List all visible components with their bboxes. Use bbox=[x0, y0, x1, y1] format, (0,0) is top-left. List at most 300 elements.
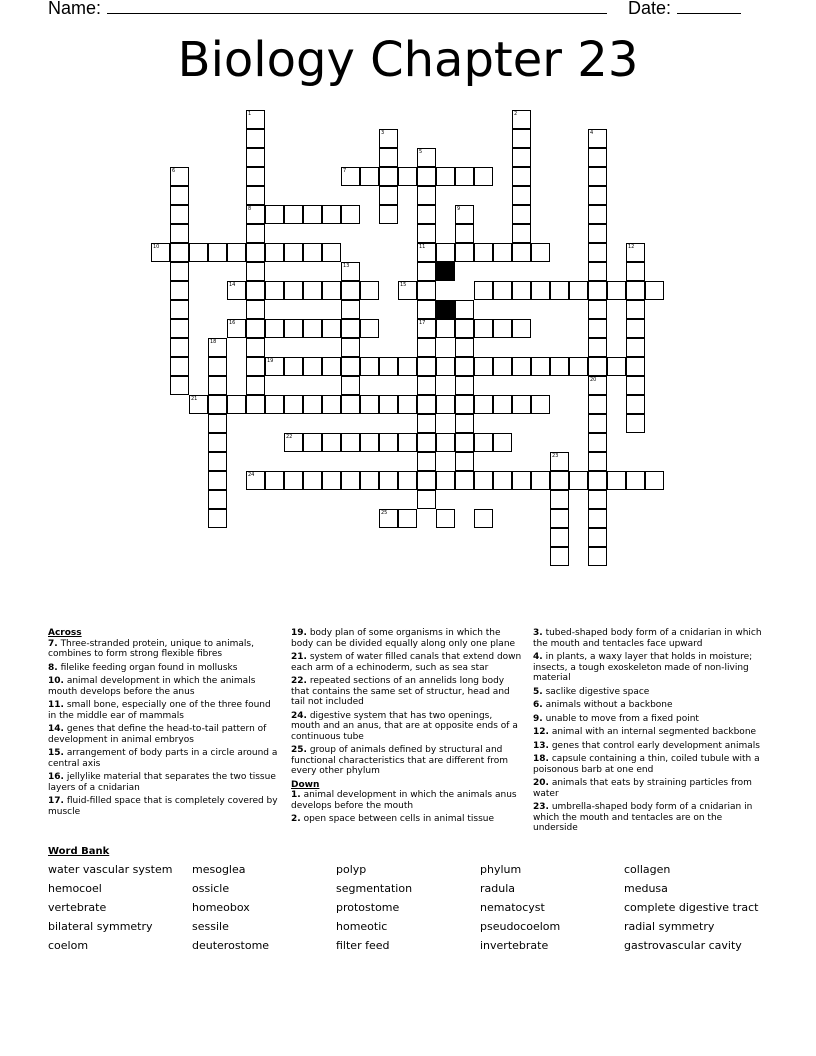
grid-cell[interactable] bbox=[493, 281, 512, 300]
grid-cell[interactable] bbox=[436, 509, 455, 528]
word-bank-item: bilateral symmetry bbox=[48, 920, 153, 933]
name-label: Name: bbox=[48, 0, 102, 18]
grid-cell[interactable] bbox=[493, 395, 512, 414]
grid-cell[interactable] bbox=[436, 319, 455, 338]
grid-cell[interactable] bbox=[322, 471, 341, 490]
grid-cell[interactable] bbox=[436, 471, 455, 490]
grid-cell[interactable] bbox=[341, 262, 360, 281]
grid-cell[interactable] bbox=[360, 281, 379, 300]
grid-cell[interactable] bbox=[588, 148, 607, 167]
grid-cell[interactable] bbox=[208, 433, 227, 452]
grid-cell[interactable] bbox=[360, 357, 379, 376]
grid-cell[interactable] bbox=[417, 148, 436, 167]
grid-cell[interactable] bbox=[417, 395, 436, 414]
grid-cell[interactable] bbox=[284, 433, 303, 452]
grid-cell[interactable] bbox=[607, 471, 626, 490]
grid-cell[interactable] bbox=[246, 243, 265, 262]
grid-cell[interactable] bbox=[455, 414, 474, 433]
grid-cell[interactable] bbox=[550, 509, 569, 528]
grid-cell[interactable] bbox=[512, 148, 531, 167]
grid-cell[interactable] bbox=[227, 281, 246, 300]
grid-cell[interactable] bbox=[588, 547, 607, 566]
clue-number: 9 bbox=[457, 206, 461, 212]
clue-item bbox=[48, 663, 280, 674]
clue-number: 3 bbox=[381, 130, 385, 136]
grid-cell[interactable] bbox=[417, 167, 436, 186]
grid-cell[interactable] bbox=[588, 509, 607, 528]
grid-cell[interactable] bbox=[455, 395, 474, 414]
grid-cell[interactable] bbox=[588, 528, 607, 547]
grid-cell[interactable] bbox=[341, 357, 360, 376]
grid-cell[interactable] bbox=[284, 319, 303, 338]
grid-cell[interactable] bbox=[246, 148, 265, 167]
grid-cell[interactable] bbox=[303, 281, 322, 300]
grid-cell[interactable] bbox=[588, 338, 607, 357]
grid-cell[interactable] bbox=[588, 167, 607, 186]
grid-cell[interactable] bbox=[588, 186, 607, 205]
clue-text: animals without a backbone bbox=[545, 700, 673, 710]
grid-cell[interactable] bbox=[588, 376, 607, 395]
grid-cell[interactable] bbox=[284, 471, 303, 490]
grid-cell[interactable] bbox=[417, 224, 436, 243]
clue-item bbox=[291, 676, 523, 708]
clue-item bbox=[48, 700, 280, 721]
grid-cell[interactable] bbox=[379, 129, 398, 148]
grid-cell[interactable] bbox=[170, 224, 189, 243]
grid-cell[interactable] bbox=[474, 433, 493, 452]
grid-cell[interactable] bbox=[151, 243, 170, 262]
grid-cell[interactable] bbox=[360, 167, 379, 186]
grid-cell[interactable] bbox=[246, 319, 265, 338]
grid-cell[interactable] bbox=[379, 509, 398, 528]
word-bank-item: homeobox bbox=[192, 901, 250, 914]
clue-item bbox=[48, 639, 280, 660]
grid-cell[interactable] bbox=[550, 547, 569, 566]
grid-cell[interactable] bbox=[512, 186, 531, 205]
clue-number: 25 bbox=[381, 510, 388, 516]
grid-cell[interactable] bbox=[208, 395, 227, 414]
clue-number: 12 bbox=[628, 244, 635, 250]
grid-cell[interactable] bbox=[588, 490, 607, 509]
grid-cell[interactable] bbox=[360, 433, 379, 452]
grid-cell[interactable] bbox=[208, 338, 227, 357]
grid-cell[interactable] bbox=[341, 471, 360, 490]
grid-cell[interactable] bbox=[626, 262, 645, 281]
grid-cell[interactable] bbox=[170, 319, 189, 338]
grid-cell[interactable] bbox=[170, 167, 189, 186]
grid-cell[interactable] bbox=[626, 395, 645, 414]
grid-cell[interactable] bbox=[322, 395, 341, 414]
grid-cell[interactable] bbox=[303, 205, 322, 224]
grid-cell[interactable] bbox=[246, 357, 265, 376]
grid-cell[interactable] bbox=[588, 395, 607, 414]
grid-cell[interactable] bbox=[417, 186, 436, 205]
grid-cell[interactable] bbox=[341, 205, 360, 224]
grid-cell[interactable] bbox=[626, 300, 645, 319]
grid-cell[interactable] bbox=[512, 357, 531, 376]
clue-number: 2. bbox=[291, 814, 301, 824]
across-heading: Across bbox=[48, 628, 82, 638]
grid-cell[interactable] bbox=[512, 395, 531, 414]
word-bank-item: homeotic bbox=[336, 920, 388, 933]
grid-cell[interactable] bbox=[626, 357, 645, 376]
grid-cell[interactable] bbox=[322, 357, 341, 376]
clue-text: group of animals defined by structural and functional characteristics that are different from every other phylum bbox=[291, 745, 509, 776]
clue-number: 4 bbox=[590, 130, 594, 136]
grid-cell[interactable] bbox=[455, 452, 474, 471]
clue-text: arrangement of body parts in a circle around a central axis bbox=[48, 748, 278, 769]
grid-cell[interactable] bbox=[246, 205, 265, 224]
grid-cell[interactable] bbox=[626, 471, 645, 490]
grid-cell[interactable] bbox=[588, 471, 607, 490]
grid-cell[interactable] bbox=[512, 319, 531, 338]
clue-number: 19 bbox=[267, 358, 274, 364]
grid-cell[interactable] bbox=[303, 357, 322, 376]
grid-cell[interactable] bbox=[170, 300, 189, 319]
grid-cell[interactable] bbox=[398, 471, 417, 490]
grid-cell[interactable] bbox=[455, 205, 474, 224]
grid-cell[interactable] bbox=[322, 319, 341, 338]
grid-cell[interactable] bbox=[341, 167, 360, 186]
grid-cell[interactable] bbox=[417, 471, 436, 490]
grid-cell[interactable] bbox=[474, 357, 493, 376]
grid-cell[interactable] bbox=[417, 205, 436, 224]
clue-number: 19. bbox=[291, 628, 307, 638]
grid-cell[interactable] bbox=[417, 319, 436, 338]
grid-cell[interactable] bbox=[360, 471, 379, 490]
grid-cell[interactable] bbox=[341, 376, 360, 395]
grid-cell[interactable] bbox=[455, 319, 474, 338]
grid-cell[interactable] bbox=[246, 224, 265, 243]
clue-number: 17. bbox=[48, 796, 64, 806]
grid-cell[interactable] bbox=[417, 243, 436, 262]
word-bank-item: deuterostome bbox=[192, 939, 270, 952]
grid-cell[interactable] bbox=[512, 167, 531, 186]
grid-cell[interactable] bbox=[170, 376, 189, 395]
grid-cell[interactable] bbox=[645, 471, 664, 490]
grid-cell[interactable] bbox=[436, 433, 455, 452]
grid-cell[interactable] bbox=[436, 357, 455, 376]
grid-cell[interactable] bbox=[512, 224, 531, 243]
grid-cell[interactable] bbox=[227, 395, 246, 414]
grid-cell[interactable] bbox=[417, 433, 436, 452]
grid-cell[interactable] bbox=[626, 376, 645, 395]
grid-cell[interactable] bbox=[645, 281, 664, 300]
grid-cell[interactable] bbox=[265, 205, 284, 224]
grid-cell[interactable] bbox=[474, 395, 493, 414]
grid-cell[interactable] bbox=[341, 338, 360, 357]
grid-cell[interactable] bbox=[208, 471, 227, 490]
name-field[interactable] bbox=[48, 0, 607, 19]
grid-cell[interactable] bbox=[379, 148, 398, 167]
clue-number: 16 bbox=[229, 320, 236, 326]
clue-text: jellylike material that separates the two tissue layers of a cnidarian bbox=[48, 772, 276, 793]
grid-cell[interactable] bbox=[322, 243, 341, 262]
grid-cell[interactable] bbox=[303, 433, 322, 452]
grid-cell[interactable] bbox=[208, 357, 227, 376]
clue-item bbox=[48, 676, 280, 697]
grid-cell[interactable] bbox=[284, 281, 303, 300]
grid-cell[interactable] bbox=[398, 395, 417, 414]
grid-cell[interactable] bbox=[341, 281, 360, 300]
grid-cell[interactable] bbox=[208, 452, 227, 471]
grid-cell[interactable] bbox=[531, 281, 550, 300]
clue-text: umbrella-shaped body form of a cnidarian in which the mouth and tentacles are on the underside bbox=[533, 802, 753, 833]
grid-cell[interactable] bbox=[550, 281, 569, 300]
grid-cell[interactable] bbox=[341, 300, 360, 319]
clue-item bbox=[291, 711, 523, 743]
grid-cell[interactable] bbox=[246, 395, 265, 414]
grid-cell[interactable] bbox=[208, 509, 227, 528]
grid-cell[interactable] bbox=[379, 357, 398, 376]
grid-cell[interactable] bbox=[474, 509, 493, 528]
clue-item bbox=[291, 790, 523, 811]
grid-cell[interactable] bbox=[189, 395, 208, 414]
grid-cell[interactable] bbox=[265, 395, 284, 414]
grid-cell[interactable] bbox=[493, 357, 512, 376]
grid-cell[interactable] bbox=[246, 110, 265, 129]
grid-block bbox=[436, 262, 455, 281]
clue-text: tubed-shaped body form of a cnidarian in which the mouth and tentacles face upward bbox=[533, 628, 762, 649]
grid-cell[interactable] bbox=[455, 357, 474, 376]
grid-cell[interactable] bbox=[569, 357, 588, 376]
clue-number: 2 bbox=[514, 111, 518, 117]
grid-cell[interactable] bbox=[512, 110, 531, 129]
grid-cell[interactable] bbox=[398, 509, 417, 528]
grid-cell[interactable] bbox=[170, 205, 189, 224]
grid-cell[interactable] bbox=[303, 243, 322, 262]
grid-cell[interactable] bbox=[265, 357, 284, 376]
grid-cell[interactable] bbox=[550, 471, 569, 490]
date-field[interactable] bbox=[628, 0, 741, 19]
grid-cell[interactable] bbox=[588, 243, 607, 262]
grid-cell[interactable] bbox=[189, 243, 208, 262]
grid-cell[interactable] bbox=[246, 167, 265, 186]
grid-cell[interactable] bbox=[455, 224, 474, 243]
clue-number: 24. bbox=[291, 710, 307, 721]
grid-cell[interactable] bbox=[379, 395, 398, 414]
grid-cell[interactable] bbox=[455, 338, 474, 357]
grid-cell[interactable] bbox=[398, 281, 417, 300]
grid-cell[interactable] bbox=[455, 243, 474, 262]
grid-cell[interactable] bbox=[303, 471, 322, 490]
grid-cell[interactable] bbox=[417, 357, 436, 376]
grid-cell[interactable] bbox=[417, 262, 436, 281]
clue-item bbox=[533, 741, 769, 752]
grid-cell[interactable] bbox=[284, 395, 303, 414]
grid-cell[interactable] bbox=[588, 129, 607, 148]
grid-cell[interactable] bbox=[569, 471, 588, 490]
clue-item bbox=[533, 778, 769, 799]
grid-cell[interactable] bbox=[455, 433, 474, 452]
clue-number: 9. bbox=[533, 713, 543, 724]
clue-number: 23. bbox=[533, 802, 549, 812]
grid-cell[interactable] bbox=[398, 357, 417, 376]
grid-cell[interactable] bbox=[588, 452, 607, 471]
grid-cell[interactable] bbox=[417, 300, 436, 319]
clue-item bbox=[533, 628, 769, 649]
grid-cell[interactable] bbox=[588, 205, 607, 224]
grid-cell[interactable] bbox=[379, 471, 398, 490]
grid-cell[interactable] bbox=[455, 300, 474, 319]
grid-cell[interactable] bbox=[284, 243, 303, 262]
grid-cell[interactable] bbox=[474, 243, 493, 262]
grid-cell[interactable] bbox=[170, 357, 189, 376]
grid-cell[interactable] bbox=[588, 357, 607, 376]
word-bank-item: sessile bbox=[192, 920, 229, 933]
grid-cell[interactable] bbox=[246, 338, 265, 357]
grid-cell[interactable] bbox=[474, 167, 493, 186]
grid-cell[interactable] bbox=[474, 319, 493, 338]
grid-cell[interactable] bbox=[550, 528, 569, 547]
grid-cell[interactable] bbox=[607, 281, 626, 300]
grid-cell[interactable] bbox=[588, 433, 607, 452]
grid-cell[interactable] bbox=[512, 471, 531, 490]
grid-cell[interactable] bbox=[493, 471, 512, 490]
grid-cell[interactable] bbox=[474, 471, 493, 490]
grid-cell[interactable] bbox=[550, 452, 569, 471]
grid-cell[interactable] bbox=[170, 338, 189, 357]
grid-cell[interactable] bbox=[417, 338, 436, 357]
grid-cell[interactable] bbox=[417, 376, 436, 395]
grid-cell[interactable] bbox=[246, 376, 265, 395]
grid-cell[interactable] bbox=[379, 186, 398, 205]
grid-cell[interactable] bbox=[246, 300, 265, 319]
grid-cell[interactable] bbox=[284, 205, 303, 224]
grid-cell[interactable] bbox=[246, 471, 265, 490]
grid-cell[interactable] bbox=[246, 186, 265, 205]
grid-cell[interactable] bbox=[341, 319, 360, 338]
clue-text: Three-stranded protein, unique to animals, combines to form strong flexible fibres bbox=[48, 638, 254, 659]
grid-cell[interactable] bbox=[626, 414, 645, 433]
grid-cell[interactable] bbox=[379, 205, 398, 224]
clue-number: 25. bbox=[291, 745, 307, 755]
clue-number: 10 bbox=[153, 244, 160, 250]
clue-number: 6 bbox=[172, 168, 176, 174]
word-bank-item: complete digestive tract bbox=[624, 901, 759, 914]
grid-cell[interactable] bbox=[436, 395, 455, 414]
grid-cell[interactable] bbox=[550, 490, 569, 509]
grid-cell[interactable] bbox=[265, 471, 284, 490]
grid-cell[interactable] bbox=[398, 167, 417, 186]
grid-cell[interactable] bbox=[208, 376, 227, 395]
clue-number: 15. bbox=[48, 748, 64, 758]
grid-cell[interactable] bbox=[208, 243, 227, 262]
date-line[interactable] bbox=[677, 0, 741, 14]
grid-cell[interactable] bbox=[303, 319, 322, 338]
word-bank-item: medusa bbox=[624, 882, 668, 895]
grid-cell[interactable] bbox=[607, 357, 626, 376]
grid-cell[interactable] bbox=[398, 433, 417, 452]
grid-cell[interactable] bbox=[246, 129, 265, 148]
grid-cell[interactable] bbox=[436, 243, 455, 262]
grid-cell[interactable] bbox=[569, 281, 588, 300]
grid-cell[interactable] bbox=[436, 167, 455, 186]
grid-cell[interactable] bbox=[417, 414, 436, 433]
grid-cell[interactable] bbox=[531, 243, 550, 262]
grid-cell[interactable] bbox=[265, 319, 284, 338]
grid-cell[interactable] bbox=[550, 357, 569, 376]
page-title: Biology Chapter 23 bbox=[177, 32, 639, 88]
grid-cell[interactable] bbox=[455, 471, 474, 490]
grid-cell[interactable] bbox=[322, 433, 341, 452]
grid-cell[interactable] bbox=[512, 205, 531, 224]
clue-number: 13. bbox=[533, 740, 549, 751]
clue-item bbox=[48, 772, 280, 793]
grid-cell[interactable] bbox=[512, 243, 531, 262]
grid-cell[interactable] bbox=[170, 262, 189, 281]
clue-item bbox=[533, 700, 769, 711]
grid-cell[interactable] bbox=[493, 243, 512, 262]
grid-cell[interactable] bbox=[417, 452, 436, 471]
grid-cell[interactable] bbox=[170, 281, 189, 300]
grid-cell[interactable] bbox=[531, 395, 550, 414]
grid-cell[interactable] bbox=[626, 281, 645, 300]
grid-cell[interactable] bbox=[626, 319, 645, 338]
clues-column-1 bbox=[48, 628, 280, 820]
grid-cell[interactable] bbox=[208, 490, 227, 509]
grid-cell[interactable] bbox=[626, 338, 645, 357]
grid-cell[interactable] bbox=[379, 433, 398, 452]
grid-cell[interactable] bbox=[379, 167, 398, 186]
grid-cell[interactable] bbox=[531, 471, 550, 490]
grid-cell[interactable] bbox=[227, 319, 246, 338]
grid-cell[interactable] bbox=[588, 319, 607, 338]
grid-cell[interactable] bbox=[360, 319, 379, 338]
grid-cell[interactable] bbox=[588, 414, 607, 433]
grid-cell[interactable] bbox=[303, 395, 322, 414]
grid-cell[interactable] bbox=[588, 281, 607, 300]
clue-number: 8. bbox=[48, 662, 58, 673]
grid-cell[interactable] bbox=[626, 243, 645, 262]
grid-cell[interactable] bbox=[208, 414, 227, 433]
grid-cell[interactable] bbox=[227, 243, 246, 262]
grid-cell[interactable] bbox=[588, 300, 607, 319]
grid-cell[interactable] bbox=[417, 490, 436, 509]
grid-cell[interactable] bbox=[265, 243, 284, 262]
grid-cell[interactable] bbox=[455, 376, 474, 395]
grid-cell[interactable] bbox=[493, 319, 512, 338]
grid-cell[interactable] bbox=[360, 395, 379, 414]
grid-cell[interactable] bbox=[455, 167, 474, 186]
grid-cell[interactable] bbox=[170, 186, 189, 205]
grid-cell[interactable] bbox=[265, 281, 284, 300]
word-bank-item: mesoglea bbox=[192, 863, 246, 876]
date-label: Date: bbox=[628, 0, 672, 18]
grid-cell[interactable] bbox=[341, 395, 360, 414]
name-line[interactable] bbox=[107, 0, 607, 14]
clue-item bbox=[533, 652, 769, 684]
grid-cell[interactable] bbox=[246, 281, 265, 300]
grid-cell[interactable] bbox=[246, 262, 265, 281]
word-bank-item: protostome bbox=[336, 901, 400, 914]
grid-cell[interactable] bbox=[322, 205, 341, 224]
grid-cell[interactable] bbox=[588, 262, 607, 281]
clue-item bbox=[48, 724, 280, 745]
clue-text: repeated sections of an annelids long body that contains the same set of structur, head and tail not included bbox=[291, 676, 510, 707]
grid-cell[interactable] bbox=[512, 281, 531, 300]
grid-cell[interactable] bbox=[322, 281, 341, 300]
grid-cell[interactable] bbox=[284, 357, 303, 376]
grid-cell[interactable] bbox=[170, 243, 189, 262]
grid-cell[interactable] bbox=[512, 129, 531, 148]
grid-cell[interactable] bbox=[588, 224, 607, 243]
grid-cell[interactable] bbox=[474, 281, 493, 300]
grid-cell[interactable] bbox=[341, 433, 360, 452]
grid-cell[interactable] bbox=[531, 357, 550, 376]
grid-cell[interactable] bbox=[493, 433, 512, 452]
grid-cell[interactable] bbox=[417, 281, 436, 300]
